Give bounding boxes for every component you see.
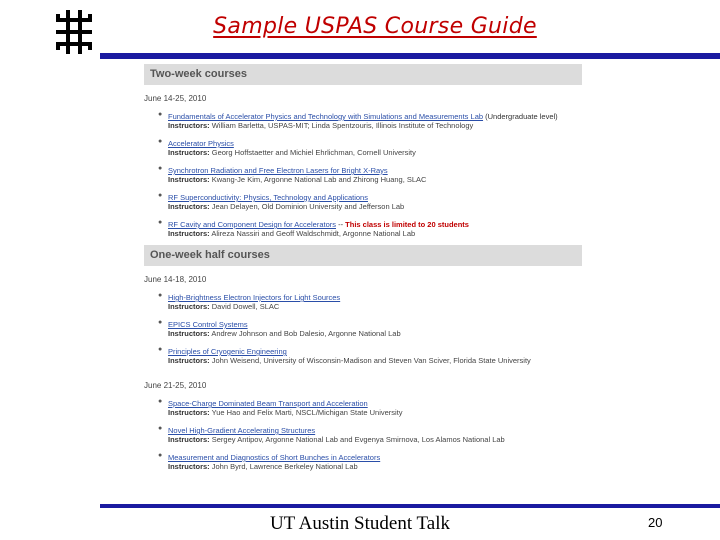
course-item — [144, 345, 582, 365]
course-instructors: Instructors: Andrew Johnson and Bob Dalesio, Argonne National Lab — [168, 329, 401, 338]
bullet-icon: ● — [158, 425, 163, 432]
course-link[interactable]: High-Brightness Electron Injectors for Light Sources — [168, 293, 341, 302]
course-item — [144, 397, 582, 417]
course-guide-screenshot — [144, 64, 582, 496]
course-link[interactable]: EPICS Control Systems — [168, 320, 248, 329]
course-item — [144, 291, 582, 311]
course-instructors: Instructors: Kwang-Je Kim, Argonne National Lab and Zhirong Huang, SLAC — [168, 175, 427, 184]
section-heading-one-week: One-week half courses — [144, 245, 582, 266]
page-number: 20 — [648, 515, 663, 530]
enrollment-limit-note: This class is limited to 20 students — [345, 220, 469, 229]
bullet-icon: ● — [158, 219, 163, 226]
course-instructors: Instructors: Alireza Nassiri and Geoff Waldschmidt, Argonne National Lab — [168, 229, 416, 238]
course-instructors: Instructors: John Weisend, University of Wisconsin-Madison and Steven Van Sciver, Florida State University — [168, 356, 531, 365]
course-link[interactable]: Novel High-Gradient Accelerating Structures — [168, 426, 316, 435]
bullet-icon: ● — [158, 346, 163, 353]
course-item — [144, 191, 582, 211]
course-instructors: Instructors: William Barletta, USPAS-MIT; Linda Spentzouris, Illinois Institute of Technology — [168, 121, 474, 130]
bullet-icon: ● — [158, 138, 163, 145]
course-item — [144, 137, 582, 157]
course-level: (Undergraduate level) — [483, 112, 558, 121]
course-link[interactable]: Space-Charge Dominated Beam Transport and Acceleration — [168, 399, 368, 408]
bullet-icon: ● — [158, 319, 163, 326]
bullet-icon: ● — [158, 452, 163, 459]
course-instructors: Instructors: David Dowell, SLAC — [168, 302, 280, 311]
session-date: June 21-25, 2010 — [144, 381, 207, 390]
section-heading-two-week: Two-week courses — [144, 64, 582, 85]
bullet-icon: ● — [158, 111, 163, 118]
course-link[interactable]: Principles of Cryogenic Engineering — [168, 347, 287, 356]
course-instructors: Instructors: Sergey Antipov, Argonne National Lab and Evgenya Smirnova, Los Alamos National Lab — [168, 435, 505, 444]
footer-rule — [100, 504, 720, 508]
course-link[interactable]: RF Superconductivity: Physics, Technology and Applications — [168, 193, 368, 202]
bullet-icon: ● — [158, 398, 163, 405]
course-link[interactable]: Fundamentals of Accelerator Physics and Technology with Simulations and Measurements Lab — [168, 112, 484, 121]
footer-text: UT Austin Student Talk — [269, 513, 451, 534]
course-link[interactable]: RF Cavity and Component Design for Accelerators — [168, 220, 336, 229]
course-instructors: Instructors: Jean Delayen, Old Dominion University and Jefferson Lab — [168, 202, 405, 211]
bullet-icon: ● — [158, 192, 163, 199]
course-link[interactable]: Measurement and Diagnostics of Short Bunches in Accelerators — [168, 453, 381, 462]
course-item — [144, 318, 582, 338]
course-instructors: Instructors: Georg Hoffstaetter and Michiel Ehrlichman, Cornell University — [168, 148, 416, 157]
bullet-icon: ● — [158, 292, 163, 299]
session-date: June 14-18, 2010 — [144, 275, 207, 284]
bullet-icon: ● — [158, 165, 163, 172]
session-date: June 14-25, 2010 — [144, 94, 207, 103]
course-item — [144, 164, 582, 184]
title-rule — [100, 53, 720, 59]
course-item: ● RF Cavity and Component Design for Accelerators -- This class is limited to 20 students Instructors: Alireza Nassiri and Geoff Waldschmidt, Argonne National Lab — [144, 218, 582, 238]
course-link[interactable]: Synchrotron Radiation and Free Electron Lasers for Bright X-Rays — [168, 166, 388, 175]
course-instructors: Instructors: Yue Hao and Felix Marti, NSCL/Michigan State University — [168, 408, 403, 417]
course-link[interactable]: Accelerator Physics — [168, 139, 234, 148]
slide-title: Sample USPAS Course Guide — [213, 14, 537, 39]
course-item — [144, 451, 582, 471]
course-item — [144, 110, 582, 130]
course-item — [144, 424, 582, 444]
course-instructors: Instructors: John Byrd, Lawrence Berkeley National Lab — [168, 462, 358, 471]
